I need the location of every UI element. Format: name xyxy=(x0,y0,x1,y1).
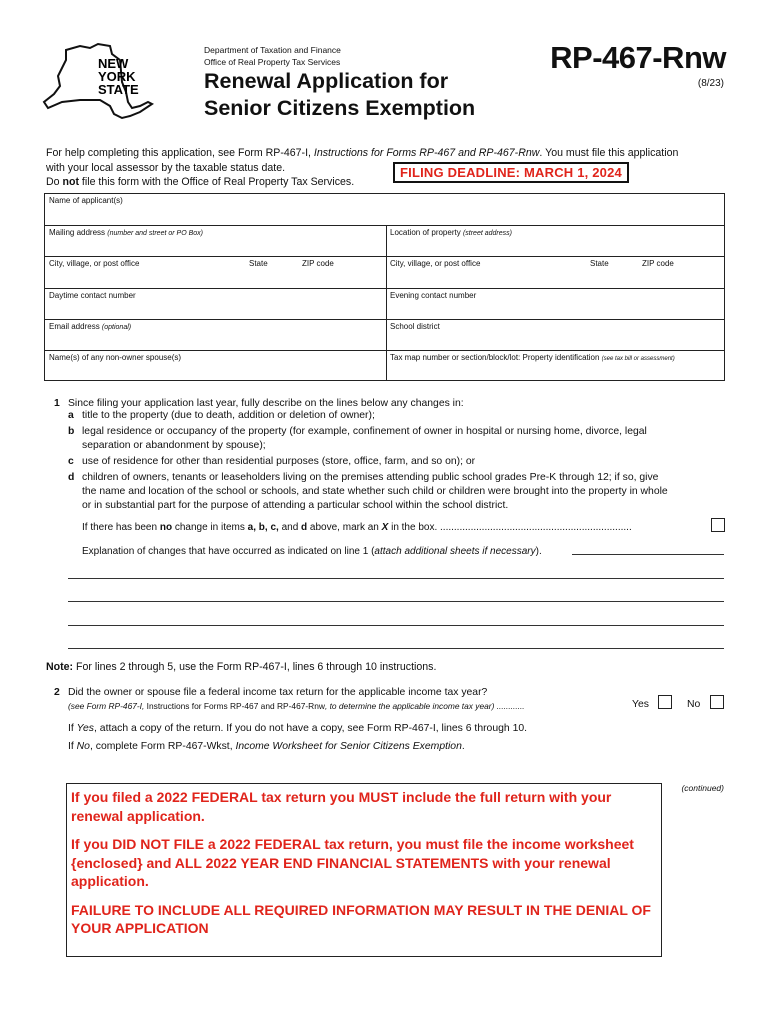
explanation-line-3[interactable] xyxy=(68,625,724,626)
city-field-left[interactable]: City, village, or post office xyxy=(49,259,140,268)
title-line-1: Renewal Application for xyxy=(204,69,449,93)
intro-text: For help completing this application, see Form RP-467-I, Instructions for Forms RP-467 and RP-467-Rnw. You must file this application with your local assessor by the taxable status date. Do not file this form with the Office of Real Property Tax Services. xyxy=(46,147,679,188)
state-field-right[interactable]: State xyxy=(590,259,609,268)
section-2: 2 Did the owner or spouse file a federal income tax return for the applicable income tax year? (see Form RP-467-I, Instructions for Forms RP-467 and RP-467-Rnw, to determine the applicable income tax year) ............ Yes No If Yes, attach a copy of the return. If you do not have a copy, see Form RP-467-I, lines 6 through 10. If No, complete Form RP-467-Wkst, Income Worksheet for Senior Citizens Exemption. xyxy=(54,686,726,756)
note-text: Note: For lines 2 through 5, use the Form RP-467-I, lines 6 through 10 instructions. xyxy=(46,661,437,673)
explanation-line-0[interactable] xyxy=(572,554,724,555)
applicant-info-grid xyxy=(44,193,725,381)
nys-logo xyxy=(40,42,160,122)
logo-text-state: STATE xyxy=(98,82,139,97)
notice-paragraph-2: If you DID NOT FILE a 2022 FEDERAL tax return, you must file the income worksheet {enclosed} and ALL 2022 YEAR END FINANCIAL STATEMENTS with your renewal application. xyxy=(71,836,634,889)
continued-label: (continued) xyxy=(681,783,724,793)
daytime-contact-field[interactable]: Daytime contact number xyxy=(49,291,136,300)
important-notice-box xyxy=(66,783,662,957)
no-change-statement: If there has been no change in items a, b, c, and d above, mark an X in the box. ..................................................................... xyxy=(82,522,632,533)
section-1-number: 1 xyxy=(54,398,60,409)
zip-field-left[interactable]: ZIP code xyxy=(302,259,334,268)
mailing-address-field[interactable]: Mailing address (number and street or PO Box) xyxy=(49,228,203,237)
explanation-line-1[interactable] xyxy=(68,578,724,579)
if-no-instruction: If No, complete Form RP-467-Wkst, Income Worksheet for Senior Citizens Exemption. xyxy=(68,741,465,752)
name-of-applicants-field[interactable]: Name of applicant(s) xyxy=(49,196,123,205)
no-label: No xyxy=(687,699,701,710)
notice-paragraph-3: FAILURE TO INCLUDE ALL REQUIRED INFORMATION MAY RESULT IN THE DENIAL OF YOUR APPLICATION xyxy=(71,901,651,936)
section-2-reference: (see Form RP-467-I, Instructions for Forms RP-467 and RP-467-Rnw, to determine the applicable income tax year) ............ xyxy=(68,701,525,711)
explanation-line-4[interactable] xyxy=(68,648,724,649)
department-header xyxy=(204,44,341,68)
item-b-text: legal residence or occupancy of the property (for example, confinement of owner in hospital or nursing home, divorce, legal separation or abandonment by spouse); xyxy=(82,426,647,452)
no-change-checkbox[interactable] xyxy=(711,518,725,532)
section-2-question: Did the owner or spouse file a federal income tax return for the applicable income tax year? xyxy=(68,687,488,698)
evening-contact-field[interactable]: Evening contact number xyxy=(390,291,477,300)
state-field-left[interactable]: State xyxy=(249,259,268,268)
explanation-line-2[interactable] xyxy=(68,601,724,602)
notice-paragraph-1: If you filed a 2022 FEDERAL tax return you MUST include the full return with your renewal application. xyxy=(71,789,612,824)
dept-line-2: Office of Real Property Tax Services xyxy=(204,57,341,67)
form-revision: (8/23) xyxy=(697,78,724,89)
email-field[interactable]: Email address (optional) xyxy=(49,322,132,331)
dept-line-1: Department of Taxation and Finance xyxy=(204,45,341,55)
yes-label: Yes xyxy=(632,699,649,710)
item-d-text: children of owners, tenants or leaseholders living on the premises attending public school grades Pre-K through 12; if so, give the name and location of the school or schools, and state whether such child or children were brought into the property in whole or in substantial part for the purpose of attending a particular school within the school district. xyxy=(82,472,668,512)
item-c-text: use of residence for other than residential purposes (store, office, farm, and so on); or xyxy=(82,456,476,467)
filing-deadline-badge: FILING DEADLINE: MARCH 1, 2024 xyxy=(393,162,629,183)
item-a-text: title to the property (due to death, addition or deletion of owner); xyxy=(82,410,375,421)
if-yes-instruction: If Yes, attach a copy of the return. If you do not have a copy, see Form RP-467-I, lines 6 through 10. xyxy=(68,723,528,734)
section-1-intro: Since filing your application last year, fully describe on the lines below any changes in: xyxy=(68,398,464,409)
title-line-2: Senior Citizens Exemption xyxy=(204,96,476,120)
city-field-right[interactable]: City, village, or post office xyxy=(390,259,481,268)
logo-text-york: YORK xyxy=(98,69,136,84)
yes-checkbox[interactable] xyxy=(658,695,672,709)
no-checkbox[interactable] xyxy=(710,695,724,709)
logo-text-new: NEW xyxy=(98,56,129,71)
grid-divider xyxy=(386,225,387,380)
tax-map-field[interactable]: Tax map number or section/block/lot: Property identification (see tax bill or assessment) xyxy=(390,353,675,362)
form-title xyxy=(204,68,475,122)
non-owner-spouse-field[interactable]: Name(s) of any non-owner spouse(s) xyxy=(49,353,182,362)
explanation-label: Explanation of changes that have occurred as indicated on line 1 (attach additional sheets if necessary). xyxy=(82,546,542,557)
form-number: RP-467-Rnw xyxy=(550,40,726,75)
school-district-field[interactable]: School district xyxy=(390,322,440,331)
zip-field-right[interactable]: ZIP code xyxy=(642,259,674,268)
section-1: 1 Since filing your application last year, fully describe on the lines below any changes in: a title to the property (due to death, addition or deletion of owner); b legal residence or occupancy of the property (for example, confinement of owner in hospital or nursing home, divorce, legal separation or abandonment by spouse); c use of residence for other than residential purposes (store, office, farm, and so on); or d children of owners, tenants or leaseholders living on the premises attending public school grades Pre-K through 12; if so, give the name and location of the school or schools, and state whether such child or children were brought into the property in whole or in substantial part for the purpose of attending a particular school within the school district. If there has been no change in items a, b, c, and d above, mark an X in the box. ..................................................................... Explanation of changes that have occurred as indicated on line 1 (attach additional sheets if necessary). xyxy=(54,397,724,647)
location-of-property-field[interactable]: Location of property (street address) xyxy=(390,228,512,237)
